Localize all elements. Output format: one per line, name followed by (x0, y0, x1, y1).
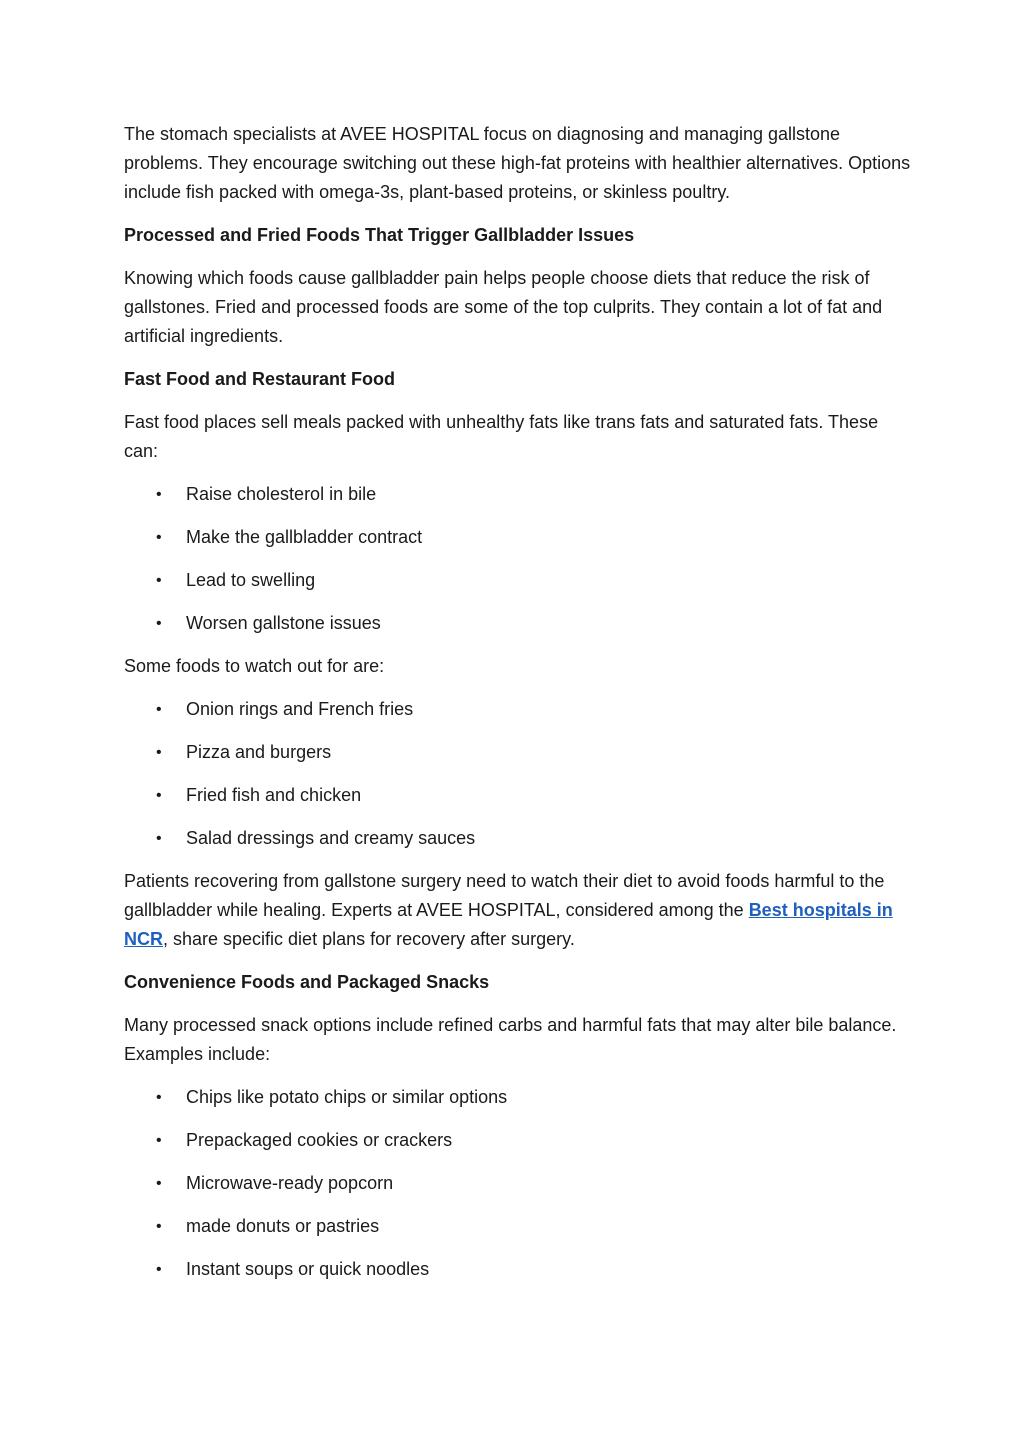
list-item: • Lead to swelling (124, 566, 914, 595)
list-item: • made donuts or pastries (124, 1212, 914, 1241)
snacks-list (124, 1083, 914, 1284)
list-item: • Pizza and burgers (124, 738, 914, 767)
list-item: • Prepackaged cookies or crackers (124, 1126, 914, 1155)
recovery-paragraph (124, 867, 914, 954)
heading-fast-food: Fast Food and Restaurant Food (124, 369, 396, 389)
list-item: • Make the gallbladder contract (124, 523, 914, 552)
heading-processed-fried-foods: Processed and Fried Foods That Trigger Gallbladder Issues (124, 225, 635, 245)
recovery-text-before: Patients recovering from gallstone surgery need to watch their diet to avoid foods harmful to the gallbladder while healing. Experts at AVEE HOSPITAL, considered among the (124, 871, 885, 920)
document-page (124, 120, 914, 1298)
best-hospitals-link[interactable]: Best hospitals in NCR (124, 900, 893, 949)
list-item: • Onion rings and French fries (124, 695, 914, 724)
list-item: • Fried fish and chicken (124, 781, 914, 810)
list-item: • Worsen gallstone issues (124, 609, 914, 638)
watch-out-intro: Some foods to watch out for are: (124, 656, 385, 676)
processed-foods-paragraph: Knowing which foods cause gallbladder pain helps people choose diets that reduce the risk of gallstones. Fried and processed foods are some of the top culprits. They contain a lot of fat and artificial ingredients. (124, 268, 883, 346)
list-item: • Salad dressings and creamy sauces (124, 824, 914, 853)
list-item: • Chips like potato chips or similar options (124, 1083, 914, 1112)
fast-food-effects-list (124, 480, 914, 638)
list-item: • Microwave-ready popcorn (124, 1169, 914, 1198)
recovery-text-after: , share specific diet plans for recovery after surgery. (163, 929, 575, 949)
fast-food-paragraph: Fast food places sell meals packed with unhealthy fats like trans fats and saturated fats. These can: (124, 412, 879, 461)
list-item: • Instant soups or quick noodles (124, 1255, 914, 1284)
intro-paragraph: The stomach specialists at AVEE HOSPITAL focus on diagnosing and managing gallstone problems. They encourage switching out these high-fat proteins with healthier alternatives. Options include fish packed with omega-3s, plant-based proteins, or skinless poultry. (124, 124, 911, 202)
convenience-foods-paragraph: Many processed snack options include refined carbs and harmful fats that may alter bile balance. Examples include: (124, 1015, 897, 1064)
watch-out-list (124, 695, 914, 853)
heading-convenience-foods: Convenience Foods and Packaged Snacks (124, 972, 490, 992)
list-item: • Raise cholesterol in bile (124, 480, 914, 509)
